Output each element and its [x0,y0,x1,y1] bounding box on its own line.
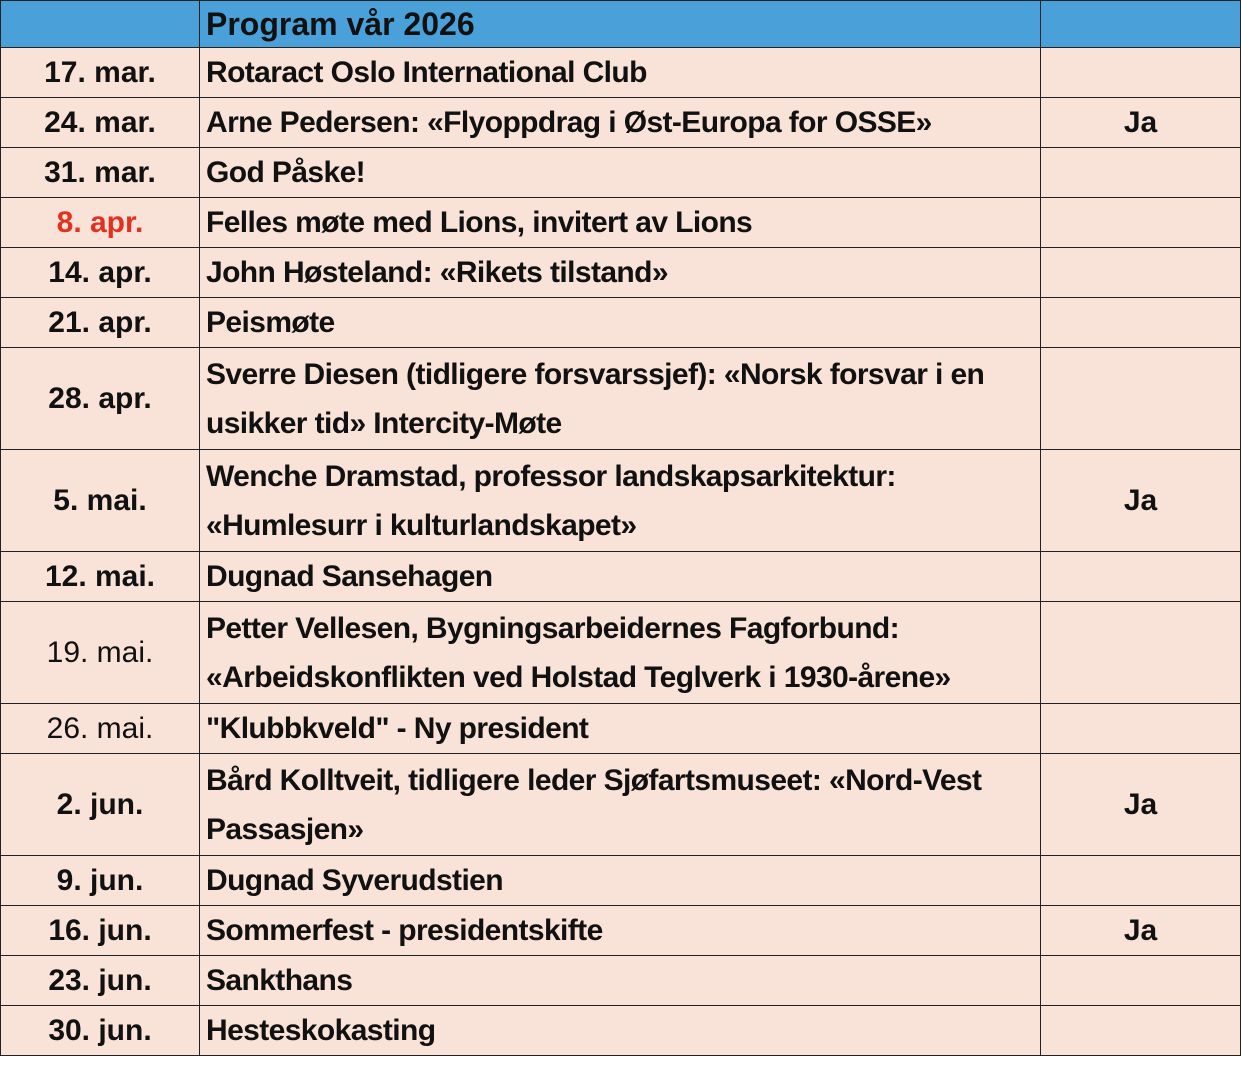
table-row [1,198,1241,248]
table-row [1,704,1241,754]
date-cell: 17. mar. [1,48,200,98]
event-cell: Bård Kolltveit, tidligere leder Sjøfartsmuseet: «Nord-Vest Passasjen» [200,754,1041,856]
table-row [1,956,1241,1006]
table-row [1,98,1241,148]
date-cell: 9. jun. [1,856,200,906]
header-row [1,1,1241,48]
event-cell: Petter Vellesen, Bygningsarbeidernes Fagforbund: «Arbeidskonflikten ved Holstad Teglverk i 1930-årene» [200,602,1041,704]
date-cell: 2. jun. [1,754,200,856]
date-cell: 19. mai. [1,602,200,704]
table-row [1,602,1241,704]
event-cell: "Klubbkveld" - Ny president [200,704,1041,754]
table-row [1,298,1241,348]
event-cell: Hesteskokasting [200,1006,1041,1056]
extra-cell [1041,248,1241,298]
table-row [1,348,1241,450]
table-row [1,856,1241,906]
event-cell: Dugnad Sansehagen [200,552,1041,602]
event-cell: Sankthans [200,956,1041,1006]
table-row [1,48,1241,98]
event-cell: Felles møte med Lions, invitert av Lions [200,198,1041,248]
event-cell: Peismøte [200,298,1041,348]
date-cell: 26. mai. [1,704,200,754]
extra-cell [1041,602,1241,704]
event-cell: Sverre Diesen (tidligere forsvarssjef): «Norsk forsvar i en usikker tid» Intercity-Møte [200,348,1041,450]
header-date-cell [1,1,200,48]
date-cell: 5. mai. [1,450,200,552]
date-cell: 16. jun. [1,906,200,956]
event-cell: John Høsteland: «Rikets tilstand» [200,248,1041,298]
table-row [1,552,1241,602]
extra-cell: Ja [1041,906,1241,956]
extra-cell: Ja [1041,450,1241,552]
extra-cell [1041,856,1241,906]
program-title: Program vår 2026 [200,1,1041,48]
extra-cell [1041,348,1241,450]
table-row [1,906,1241,956]
table-row [1,754,1241,856]
date-cell: 24. mar. [1,98,200,148]
extra-cell [1041,1006,1241,1056]
date-cell: 28. apr. [1,348,200,450]
table-row [1,248,1241,298]
table-row [1,148,1241,198]
date-cell-highlighted: 8. apr. [1,198,200,248]
date-cell: 12. mai. [1,552,200,602]
extra-cell: Ja [1041,754,1241,856]
extra-cell [1041,552,1241,602]
event-cell: Arne Pedersen: «Flyoppdrag i Øst-Europa for OSSE» [200,98,1041,148]
event-cell: Rotaract Oslo International Club [200,48,1041,98]
extra-cell [1041,298,1241,348]
extra-cell [1041,198,1241,248]
event-cell: God Påske! [200,148,1041,198]
event-cell: Dugnad Syverudstien [200,856,1041,906]
date-cell: 31. mar. [1,148,200,198]
table-row [1,1006,1241,1056]
extra-cell [1041,704,1241,754]
extra-cell [1041,956,1241,1006]
header-extra-cell [1041,1,1241,48]
date-cell: 23. jun. [1,956,200,1006]
date-cell: 30. jun. [1,1006,200,1056]
table-row [1,450,1241,552]
date-cell: 21. apr. [1,298,200,348]
extra-cell: Ja [1041,98,1241,148]
event-cell: Sommerfest - presidentskifte [200,906,1041,956]
event-cell: Wenche Dramstad, professor landskapsarkitektur: «Humlesurr i kulturlandskapet» [200,450,1041,552]
extra-cell [1041,48,1241,98]
extra-cell [1041,148,1241,198]
date-cell: 14. apr. [1,248,200,298]
